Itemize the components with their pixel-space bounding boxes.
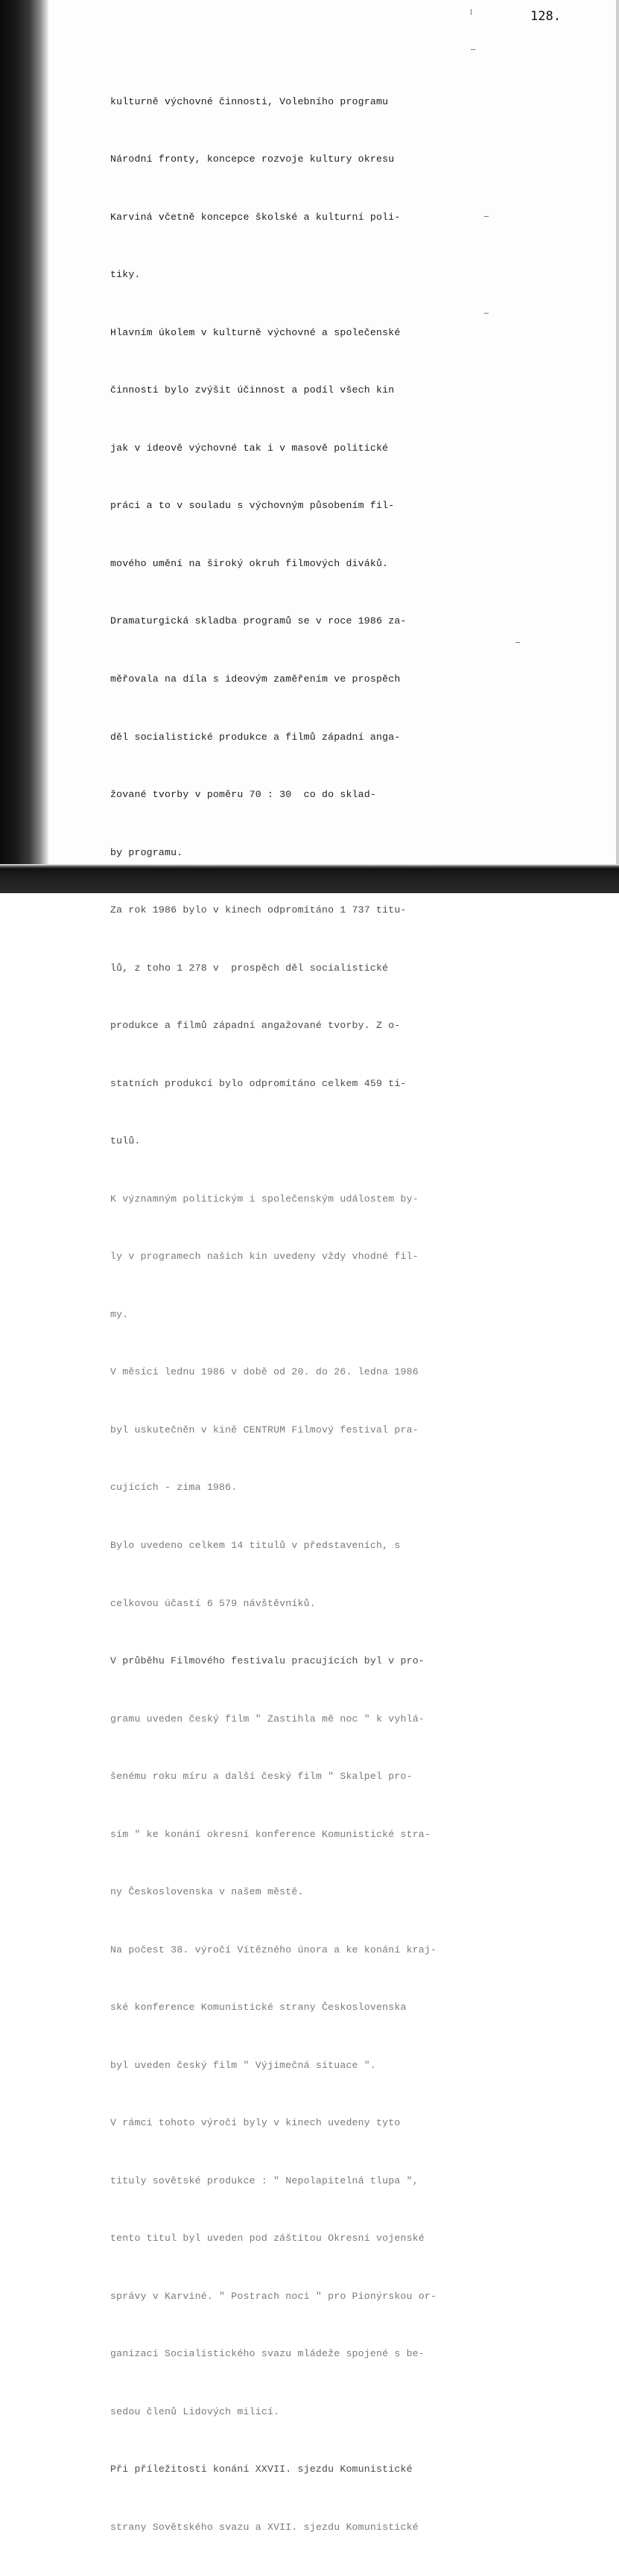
text-line: tulů.: [110, 1135, 141, 1147]
text-line: byl uveden český film " Výjimečná situace ".: [110, 2059, 377, 2071]
text-line: jak v ideově výchovné tak i v masově politické: [110, 442, 389, 454]
text-line: Při příležitosti konání XXVII. sjezdu Komunistické: [110, 2464, 413, 2475]
text-line: ganizaci Socialistického svazu mládeže spojené s be-: [110, 2348, 425, 2360]
text-line: Za rok 1986 bylo v kinech odpromítáno 1 737 titu-: [110, 904, 407, 916]
text-line: činnosti bylo zvýšit účinnost a podíl všech kin: [110, 384, 395, 396]
body-text: [110, 54, 524, 2576]
text-line: celkovou účastí 6 579 návštěvníků.: [110, 1597, 316, 1609]
text-line: ly v programech našich kin uvedeny vždy vhodné fil-: [110, 1251, 419, 1263]
text-line: ské konference Komunistické strany Československa: [110, 2002, 407, 2014]
text-line: produkce a filmů západní angažované tvorby. Z o-: [110, 1020, 401, 1032]
text-line: by programu.: [110, 846, 183, 858]
text-line: strany Sovětského svazu a XVII. sjezdu Komunistické: [110, 2522, 419, 2533]
text-line: měřovala na díla s ideovým zaměřením ve prospěch: [110, 673, 401, 685]
text-line: správy v Karviné. " Postrach noci " pro Pionýrskou or-: [110, 2290, 437, 2302]
text-line: sedou členů Lidových milicí.: [110, 2405, 280, 2417]
text-line: sím " ke konání okresní konference Komunistické stra-: [110, 1828, 431, 1840]
text-line: Na počest 38. výročí Vítězného února a ke konání kraj-: [110, 1944, 437, 1955]
margin-mark: [471, 9, 472, 15]
text-line: lů, z toho 1 278 v prospěch děl socialistické: [110, 962, 389, 974]
text-line: Národní fronty, koncepce rozvoje kultury okresu: [110, 153, 395, 165]
text-line: tituly sovětské produkce : " Nepolapitelná tlupa ",: [110, 2174, 419, 2186]
text-line: V rámci tohoto výročí byly v kinech uvedeny tyto: [110, 2117, 401, 2129]
text-line: V měsíci lednu 1986 v době od 20. do 26. ledna 1986: [110, 1366, 419, 1378]
text-line: Karviná včetně koncepce školské a kulturní poli-: [110, 211, 401, 223]
page-right-edge: [616, 0, 619, 864]
text-line: Dramaturgická skladba programů se v roce 1986 za-: [110, 615, 407, 627]
text-line: V průběhu Filmového festivalu pracujících byl v pro-: [110, 1655, 425, 1667]
text-line: Bylo uvedeno celkem 14 titulů v představeních, s: [110, 1539, 401, 1551]
text-line: kulturně výchovné činnosti, Volebního programu: [110, 95, 389, 107]
text-line: byl uskutečněn v kině CENTRUM Filmový festival pra-: [110, 1424, 419, 1435]
text-line: my.: [110, 1308, 129, 1320]
margin-mark: [471, 49, 475, 50]
text-line: tento titul byl uveden pod záštitou Okresní vojenské: [110, 2233, 425, 2245]
text-line: práci a to v souladu s výchovným působením fil-: [110, 500, 395, 512]
text-line: statních produkcí bylo odpromítáno celkem 459 ti-: [110, 1077, 407, 1089]
text-line: ny Československa v našem městě.: [110, 1886, 304, 1898]
text-line: tiky.: [110, 269, 141, 281]
text-line: cujících - zima 1986.: [110, 1482, 238, 1494]
page-binding-shadow: [0, 0, 49, 893]
text-line: mového umění na široký okruh filmových diváků.: [110, 557, 389, 569]
text-line: žované tvorby v poměru 70 : 30 co do sklad-: [110, 789, 377, 801]
page-number: 128.: [530, 9, 561, 24]
text-line: šenému roku míru a další český film " Skalpel pro-: [110, 1771, 413, 1783]
text-line: K významným politickým i společenským událostem by-: [110, 1193, 419, 1205]
text-line: děl socialistické produkce a filmů západní anga-: [110, 731, 401, 743]
text-line: gramu uveden český film " Zastihla mě noc " k vyhlá-: [110, 1713, 425, 1725]
text-line: Hlavním úkolem v kulturně výchovné a společenské: [110, 326, 401, 338]
